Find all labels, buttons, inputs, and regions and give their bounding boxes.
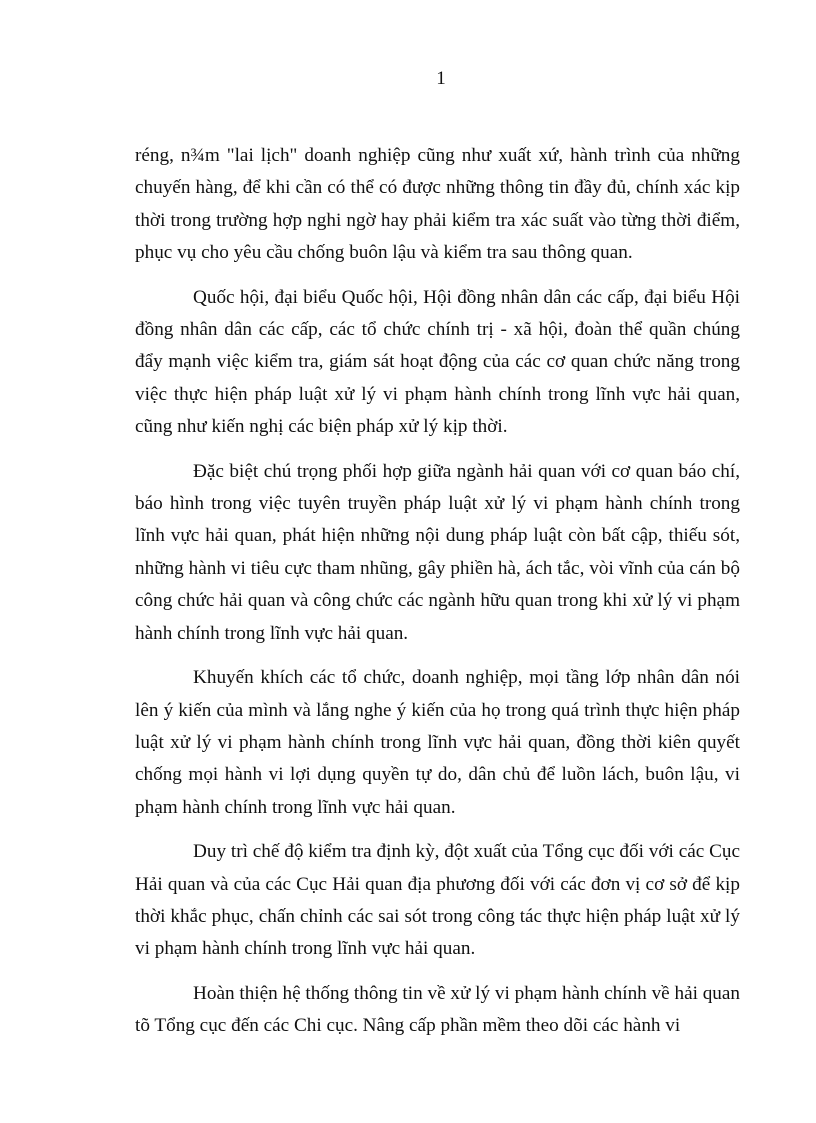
paragraph-4: Khuyến khích các tổ chức, doanh nghiệp, mọi tầng lớp nhân dân nói lên ý kiến của mình và lắng nghe ý kiến của họ trong quá trình thực hiện pháp luật xử lý vi phạm hành chính trong lĩnh vực hải quan, đồng thời kiên quyết chống mọi hành vi lợi dụng quyền tự do, dân chủ để luồn lách, buôn lậu, vi phạm hành chính trong lĩnh vực hải quan. <box>135 667 740 818</box>
document-body <box>135 140 740 1055</box>
paragraph-5: Duy trì chế độ kiểm tra định kỳ, đột xuất của Tổng cục đối với các Cục Hải quan và của các Cục Hải quan địa phương đối với các đơn vị cơ sở để kịp thời khắc phục, chấn chỉnh các sai sót trong công tác thực hiện pháp luật xử lý vi phạm hành chính trong lĩnh vực hải quan. <box>135 841 740 960</box>
paragraph-3: Đặc biệt chú trọng phối hợp giữa ngành hải quan với cơ quan báo chí, báo hình trong việc tuyên truyền pháp luật xử lý vi phạm hành chính trong lĩnh vực hải quan, phát hiện những nội dung pháp luật còn bất cập, thiếu sót, những hành vi tiêu cực tham nhũng, gây phiền hà, ách tắc, vòi vĩnh của cán bộ công chức hải quan và công chức các ngành hữu quan trong khi xử lý vi phạm hành chính trong lĩnh vực hải quan. <box>135 460 740 644</box>
paragraph-2: Quốc hội, đại biểu Quốc hội, Hội đồng nhân dân các cấp, đại biểu Hội đồng nhân dân các cấp, các tổ chức chính trị - xã hội, đoàn thể quần chúng đẩy mạnh việc kiểm tra, giám sát hoạt động của các cơ quan chức năng trong việc thực hiện pháp luật xử lý vi phạm hành chính trong lĩnh vực hải quan, cũng như kiến nghị các biện pháp xử lý kịp thời. <box>135 286 740 438</box>
paragraph-6: Hoàn thiện hệ thống thông tin về xử lý vi phạm hành chính về hải quan tõ Tổng cục đến các Chi cục. Nâng cấp phần mềm theo dõi các hành vi <box>135 982 741 1037</box>
page-number: 1 <box>436 68 446 89</box>
paragraph-1: réng, n¾m "lai lịch" doanh nghiệp cũng như xuất xứ, hành trình của những chuyến hàng, để khi cần có thể có được những thông tin đầy đủ, chính xác kịp thời trong trường hợp nghi ngờ hay phải kiểm tra xác suất vào từng thời điểm, phục vụ cho yêu cầu chống buôn lậu và kiểm tra sau thông quan. <box>135 145 740 264</box>
